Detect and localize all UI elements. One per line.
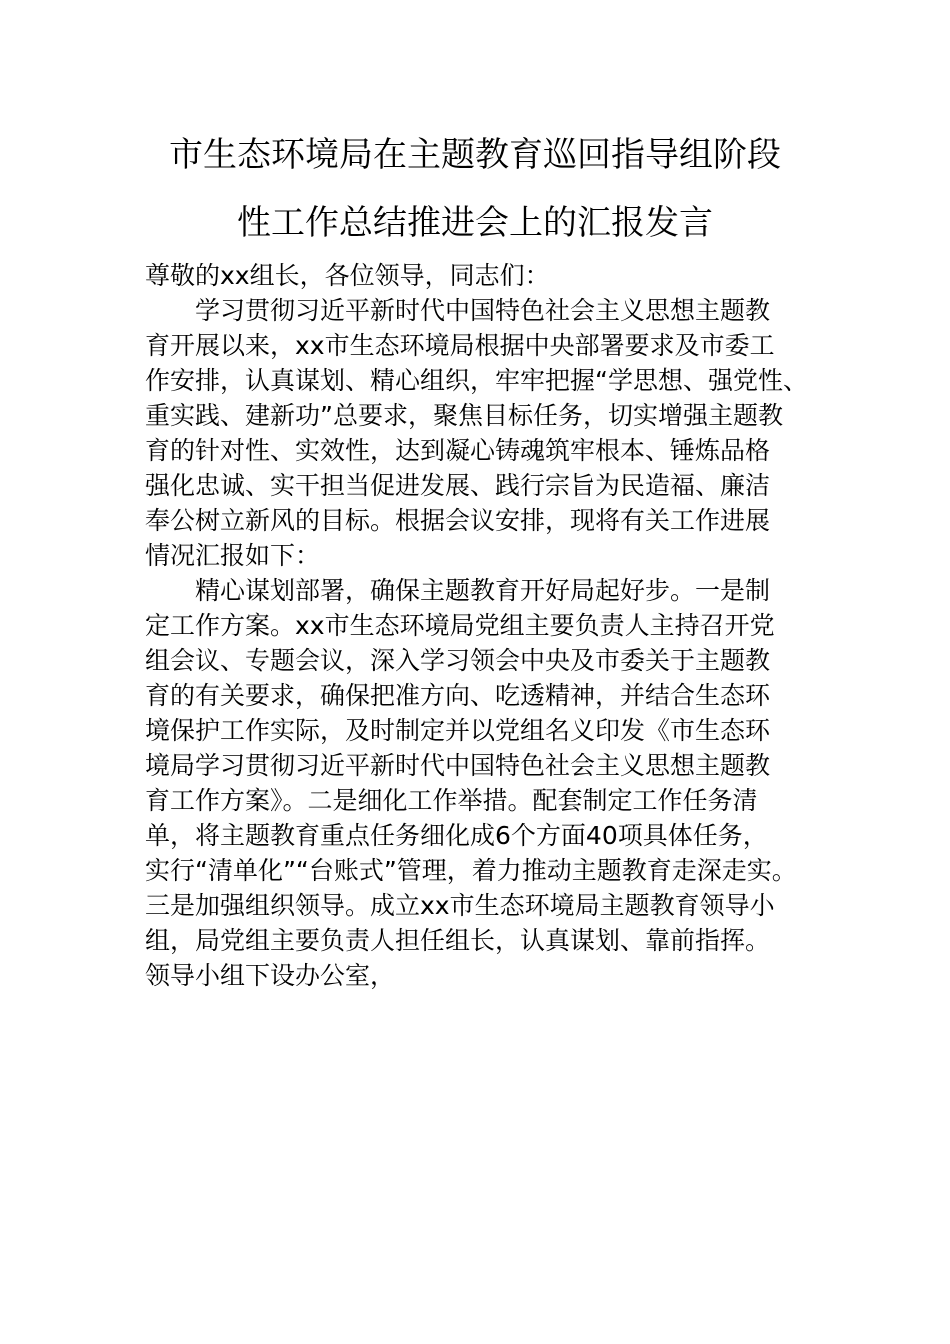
paragraph-2-line: 境局学习贯彻习近平新时代中国特色社会主义思想主题教 xyxy=(145,751,771,780)
paragraph-1-line: 育开展以来，xx市生态环境局根据中央部署要求及市委工 xyxy=(145,331,775,360)
salutation: 尊敬的xx组长，各位领导，同志们： xyxy=(145,261,550,290)
paragraph-1-line: 奉公树立新风的目标。根据会议安排，现将有关工作进展 xyxy=(145,506,771,535)
paragraph-2-line: 育的有关要求，确保把准方向、吃透精神，并结合生态环 xyxy=(145,681,771,710)
paragraph-2-line: 境保护工作实际，及时制定并以党组名义印发《市生态环 xyxy=(145,716,771,745)
paragraph-2-line: 单，将主题教育重点任务细化成6个方面40项具体任务， xyxy=(145,821,768,850)
paragraph-2-line: 领导小组下设办公室， xyxy=(145,961,396,990)
paragraph-2-line: 组，局党组主要负责人担任组长，认真谋划、靠前指挥。 xyxy=(145,926,771,955)
paragraph-1-line: 重实践、建新功”总要求，聚焦目标任务，切实增强主题教 xyxy=(145,401,783,430)
paragraph-2-line: 定工作方案。xx市生态环境局党组主要负责人主持召开党 xyxy=(145,611,775,640)
paragraph-1-line: 情况汇报如下： xyxy=(145,541,321,570)
paragraph-2-line: 三是加强组织领导。成立xx市生态环境局主题教育领导小 xyxy=(145,891,775,920)
paragraph-1-line: 育的针对性、实效性，达到凝心铸魂筑牢根本、锤炼品格 xyxy=(145,436,771,465)
paragraph-1-line: 作安排，认真谋划、精心组织，牢牢把握“学思想、强党性、 xyxy=(145,366,808,395)
paragraph-2-line: 组会议、专题会议，深入学习领会中央及市委关于主题教 xyxy=(145,646,771,675)
document-title-line-1: 市生态环境局在主题教育巡回指导组阶段 xyxy=(169,135,781,175)
paragraph-2-line: 育工作方案》。二是细化工作举措。配套制定工作任务清 xyxy=(145,786,758,815)
document-title-line-2: 性工作总结推进会上的汇报发言 xyxy=(237,203,713,243)
paragraph-2-line: 精心谋划部署，确保主题教育开好局起好步。一是制 xyxy=(195,576,771,605)
paragraph-1-line: 强化忠诚、实干担当促进发展、践行宗旨为民造福、廉洁 xyxy=(145,471,771,500)
document-body xyxy=(145,258,815,993)
paragraph-2-line: 实行“清单化”“台账式”管理，着力推动主题教育走深走实。 xyxy=(145,856,797,885)
paragraph-1-line: 学习贯彻习近平新时代中国特色社会主义思想主题教 xyxy=(195,296,771,325)
